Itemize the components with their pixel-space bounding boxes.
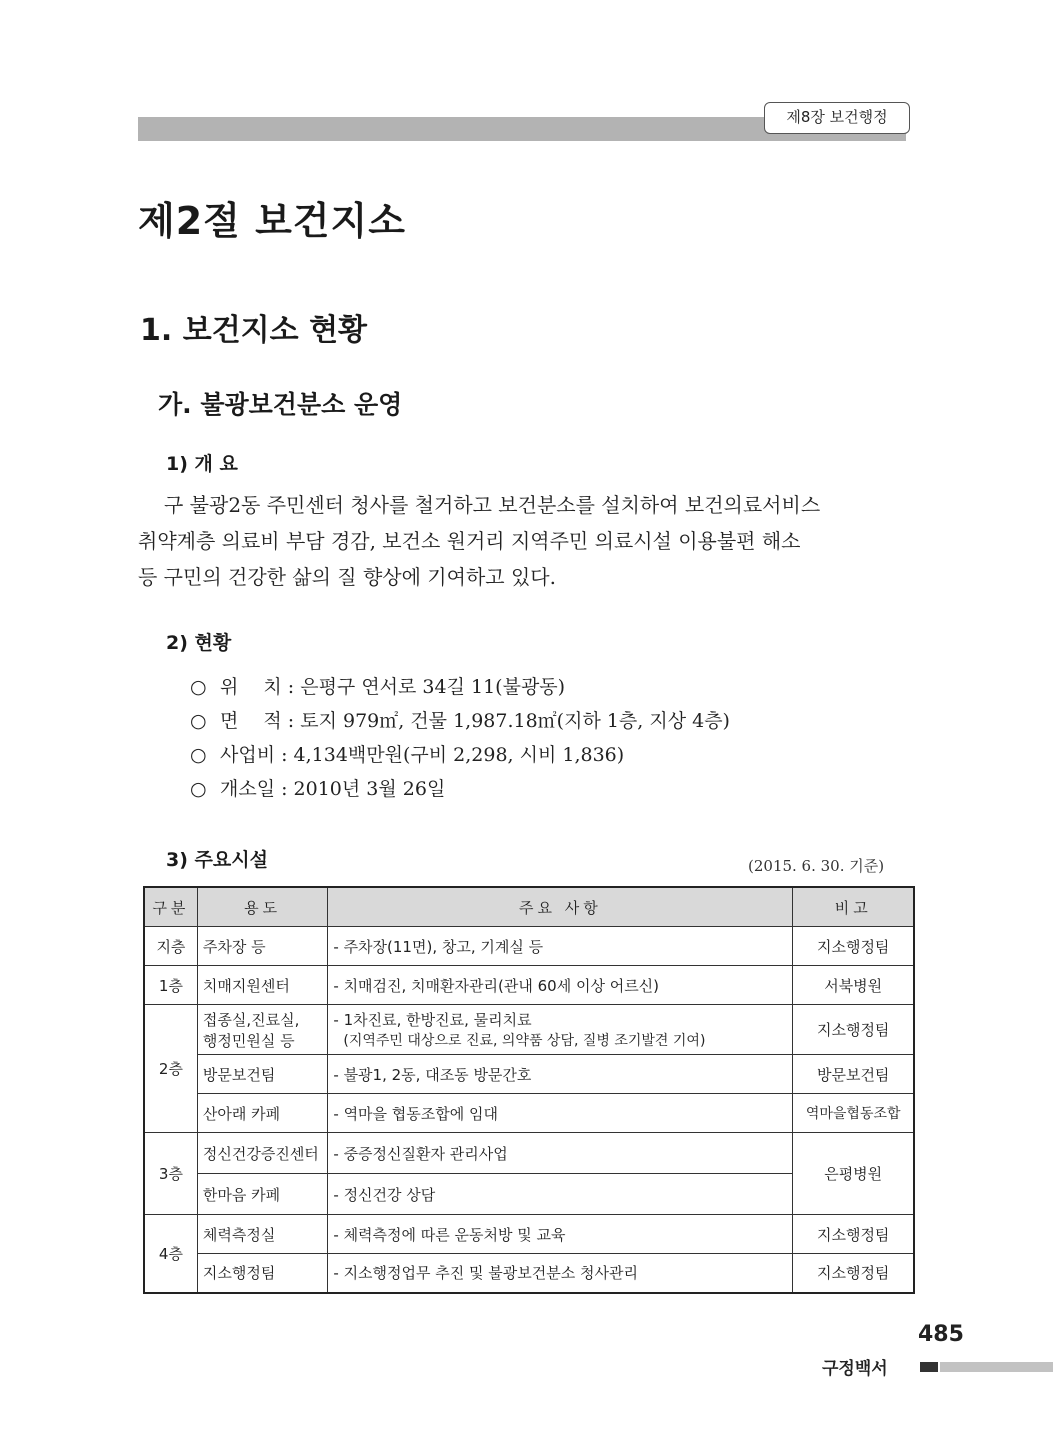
facilities-table [143, 886, 915, 1294]
detail-cell: - 체력측정에 따른 운동처방 및 교육 [328, 1215, 793, 1254]
subheading-overview: 1) 개 요 [166, 453, 238, 475]
overview-line-1: 구 불광2동 주민센터 청사를 철거하고 보건분소를 설치하여 보건의료서비스 [164, 493, 821, 517]
floor-cell: 지층 [144, 927, 197, 966]
note-cell: 서북병원 [793, 966, 914, 1005]
subheading-facilities: 3) 주요시설 [166, 849, 268, 871]
use-cell [197, 1005, 328, 1055]
status-item: ○ 면 적 : 토지 979㎡, 건물 1,987.18㎡(지하 1층, 지상 4층) [190, 710, 730, 732]
status-item: ○ 사업비 : 4,134백만원(구비 2,298, 시비 1,836) [190, 744, 625, 766]
use-cell: 한마음 카페 [197, 1174, 328, 1215]
note-cell: 방문보건팀 [793, 1055, 914, 1094]
detail-cell: - 주차장(11면), 창고, 기계실 등 [328, 927, 793, 966]
detail-line: - 1차진료, 한방진료, 물리치료 [333, 1011, 532, 1029]
overview-line-2: 취약계층 의료비 부담 경감, 보건소 원거리 지역주민 의료시설 이용불편 해소 [138, 529, 801, 553]
heading-1: 1. 보건지소 현황 [140, 313, 368, 348]
detail-cell [328, 1005, 793, 1055]
use-line: 행정민원실 등 [202, 1031, 295, 1050]
section-title: 제2절 보건지소 [138, 199, 406, 243]
note-cell: 지소행정팀 [793, 1215, 914, 1254]
floor-cell: 1층 [144, 966, 197, 1005]
use-line: 접종실,진료실, [202, 1010, 300, 1029]
detail-cell: - 지소행정업무 추진 및 불광보건분소 청사관리 [328, 1254, 793, 1293]
use-cell: 지소행정팀 [197, 1254, 328, 1293]
table-row [144, 1215, 914, 1254]
floor-cell: 4층 [144, 1215, 197, 1293]
use-cell: 체력측정실 [197, 1215, 328, 1254]
note-cell: 지소행정팀 [793, 1254, 914, 1293]
detail-cell: - 중증정신질환자 관리사업 [328, 1133, 793, 1174]
footer-bar-dark [920, 1362, 938, 1372]
col-header: 비고 [793, 887, 914, 927]
table-row [144, 1094, 914, 1133]
heading-2: 가. 불광보건분소 운영 [158, 390, 403, 419]
detail-cell: - 역마을 협동조합에 임대 [328, 1094, 793, 1133]
chapter-label: 제8장 보건행정 [764, 102, 910, 134]
table-row [144, 1254, 914, 1293]
table-row [144, 966, 914, 1005]
col-header: 주요 사항 [328, 887, 793, 927]
col-header: 용도 [197, 887, 328, 927]
use-cell: 방문보건팀 [197, 1055, 328, 1094]
detail-cell: - 정신건강 상담 [328, 1174, 793, 1215]
note-cell: 은평병원 [793, 1133, 914, 1215]
table-header-row [144, 887, 914, 927]
floor-cell: 3층 [144, 1133, 197, 1215]
note-cell: 지소행정팀 [793, 1005, 914, 1055]
status-item: ○ 위 치 : 은평구 연서로 34길 11(불광동) [190, 676, 566, 698]
page-number: 485 [918, 1322, 964, 1347]
use-cell: 주차장 등 [197, 927, 328, 966]
use-cell: 치매지원센터 [197, 966, 328, 1005]
overview-paragraph [138, 487, 916, 595]
table-row [144, 1005, 914, 1055]
note-cell: 역마을협동조합 [793, 1094, 914, 1133]
table-row [144, 927, 914, 966]
footer-bar-grey [940, 1362, 1053, 1372]
overview-line-3: 등 구민의 건강한 삶의 질 향상에 기여하고 있다. [138, 565, 556, 589]
book-title: 구정백서 [822, 1359, 888, 1379]
subheading-status: 2) 현황 [166, 632, 232, 654]
floor-cell: 2층 [144, 1005, 197, 1133]
table-row [144, 1055, 914, 1094]
basis-date: (2015. 6. 30. 기준) [748, 857, 885, 875]
use-cell: 정신건강증진센터 [197, 1133, 328, 1174]
note-cell: 지소행정팀 [793, 927, 914, 966]
col-header: 구분 [144, 887, 197, 927]
detail-cell: - 치매검진, 치매환자관리(관내 60세 이상 어르신) [328, 966, 793, 1005]
detail-cell: - 불광1, 2동, 대조동 방문간호 [328, 1055, 793, 1094]
status-item: ○ 개소일 : 2010년 3월 26일 [190, 778, 446, 800]
use-cell: 산아래 카페 [197, 1094, 328, 1133]
table-row [144, 1133, 914, 1174]
detail-line: (지역주민 대상으로 진료, 의약품 상담, 질병 조기발견 기여) [343, 1033, 706, 1049]
